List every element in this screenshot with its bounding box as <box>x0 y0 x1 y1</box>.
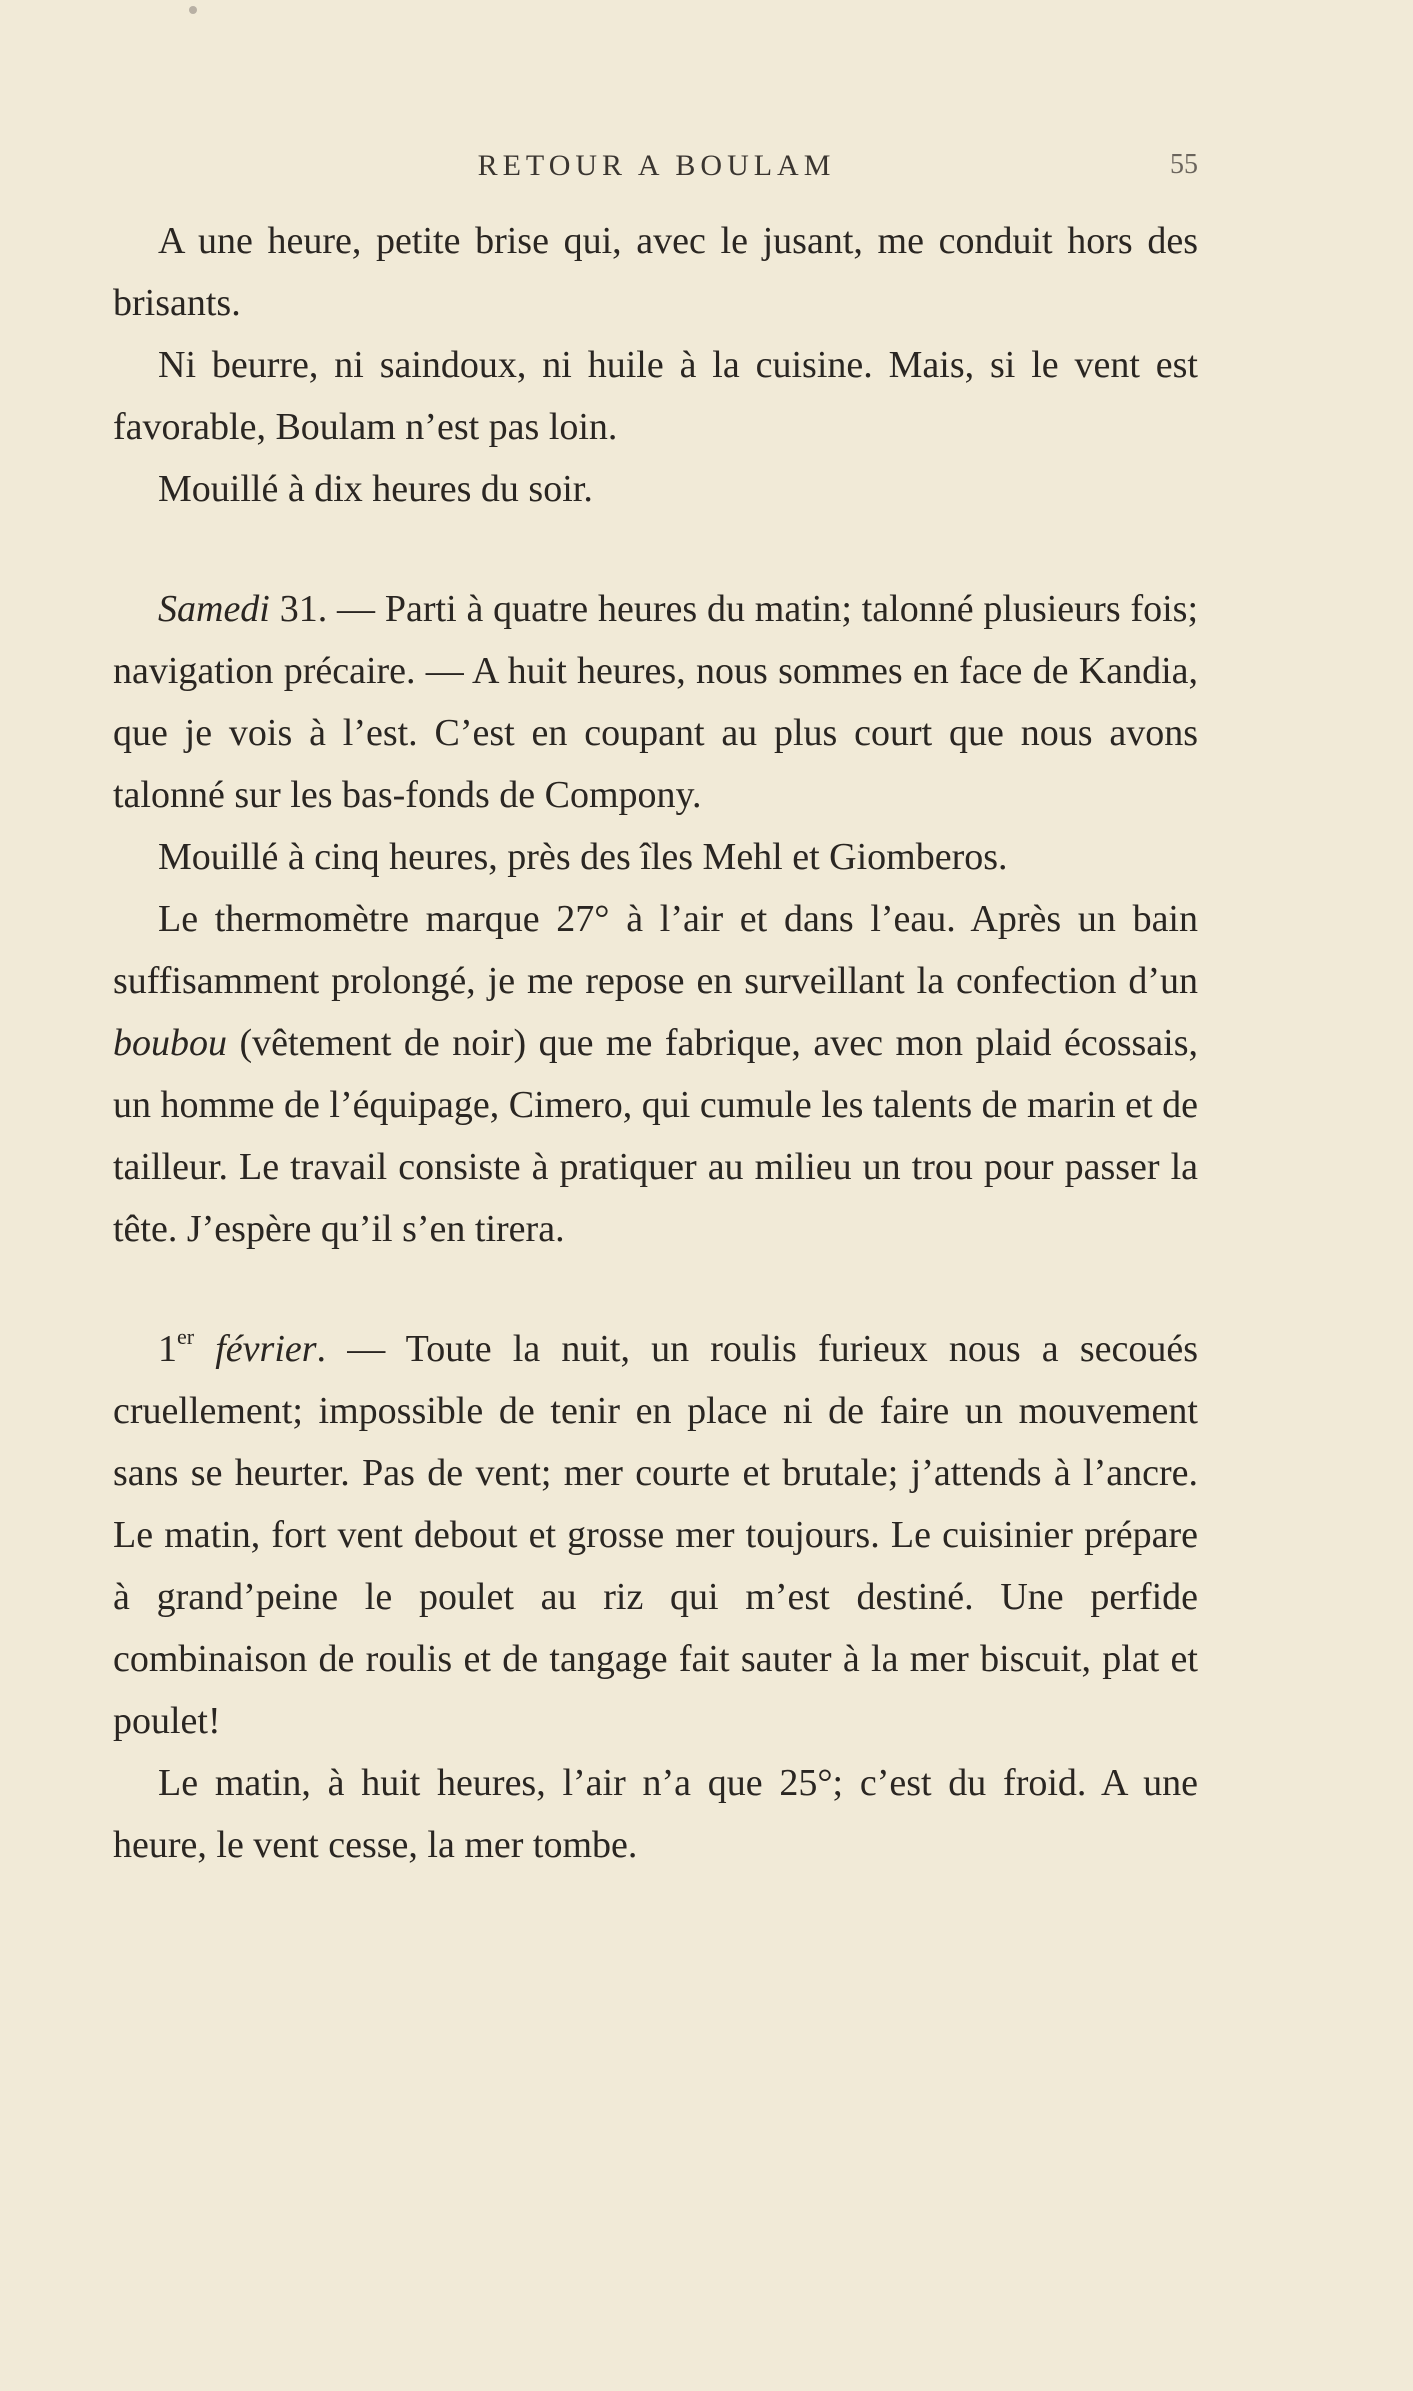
paragraph <box>113 210 1198 334</box>
paragraph-text: Le matin, à huit heures, l’air n’a que 25°; c’est du froid. A une heure, le vent cesse, la mer tombe. <box>113 1762 1198 1866</box>
entry-date-label: Samedi <box>158 588 270 630</box>
entry-day: 1 <box>158 1328 177 1370</box>
paragraph <box>113 888 1198 1260</box>
diary-entry-paragraph <box>113 578 1198 826</box>
paragraph-text-before: Le thermomètre marque 27° à l’air et dans l’eau. Après un bain suffisamment prolongé, je me repose en surveillant la confection d’un <box>113 898 1198 1002</box>
paragraph-text: 31. — Parti à quatre heures du matin; talonné plusieurs fois; navigation précaire. — A huit heures, nous sommes en face de Kandia, que je vois à l’est. C’est en coupant au plus court que nous avons talonné sur les bas-fonds de Compony. <box>113 588 1198 816</box>
page-number: 55 <box>1170 149 1198 180</box>
paragraph <box>113 334 1198 458</box>
paragraph-text: Mouillé à cinq heures, près des îles Mehl et Giomberos. <box>158 836 1008 878</box>
paragraph-text: A une heure, petite brise qui, avec le jusant, me conduit hors des brisants. <box>113 220 1198 324</box>
running-title: RETOUR A BOULAM <box>477 149 836 182</box>
body-text <box>113 210 1198 1876</box>
entry-month-label: février <box>215 1328 317 1370</box>
running-head <box>115 145 1198 185</box>
paragraph-text: Mouillé à dix heures du soir. <box>158 468 593 510</box>
paragraph-text-after: (vêtement de noir) que me fabrique, avec mon plaid écossais, un homme de l’équipage, Cimero, qui cumule les talents de marin et de tailleur. Le travail consiste à pratiquer au milieu un trou pour passer la tête. J’espère qu’il s’en tirera. <box>113 1022 1198 1250</box>
paragraph <box>113 458 1198 520</box>
diary-entry-paragraph <box>113 1318 1198 1752</box>
paragraph <box>113 826 1198 888</box>
paper-speck <box>189 6 197 14</box>
paragraph-text: . — Toute la nuit, un roulis furieux nous a secoués cruellement; impossible de tenir en place ni de faire un mouvement sans se heurter. Pas de vent; mer courte et brutale; j’attends à l’ancre. Le matin, fort vent debout et grosse mer toujours. Le cuisinier prépare à grand’peine le poulet au riz qui m’est destiné. Une perfide combinaison de roulis et de tangage fait sauter à la mer biscuit, plat et poulet! <box>113 1328 1198 1742</box>
italic-term: boubou <box>113 1022 227 1064</box>
paragraph <box>113 1752 1198 1876</box>
paragraph-text: Ni beurre, ni saindoux, ni huile à la cuisine. Mais, si le vent est favorable, Boulam n’est pas loin. <box>113 344 1198 448</box>
entry-day-suffix: er <box>177 1324 195 1349</box>
